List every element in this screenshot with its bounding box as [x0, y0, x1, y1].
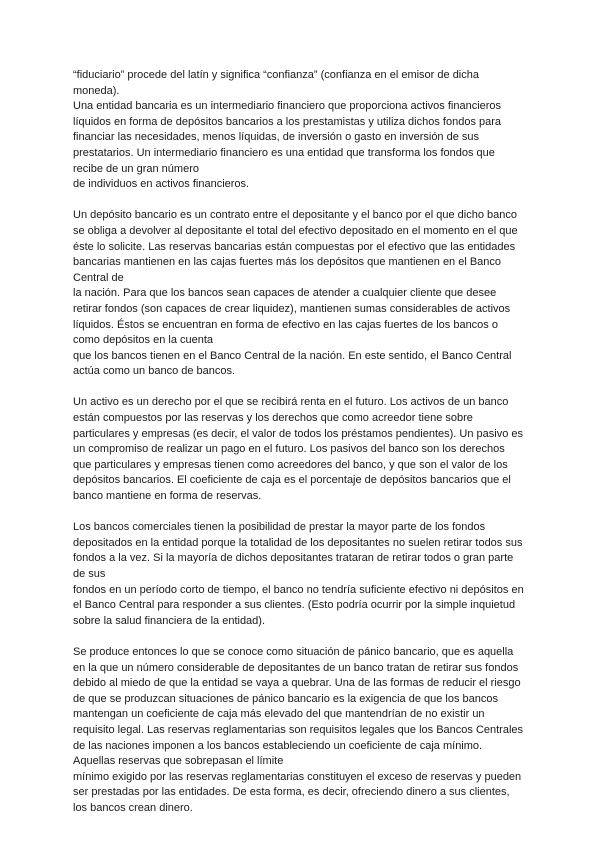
paragraph-assets-liabilities	[73, 395, 533, 504]
text-line: como depósitos en la cuenta	[73, 334, 214, 347]
text-line: que los bancos tienen en el Banco Central de la nación. En este sentido, el Banco Central	[73, 349, 512, 362]
paragraph-commercial-banks	[73, 520, 533, 629]
text-line: debido al miedo de que la entidad se vaya a quebrar. Una de las formas de reducir el riesgo	[73, 677, 521, 690]
text-line: de individuos en activos financieros.	[73, 178, 250, 191]
text-line: fondos a la vez. Si la mayoría de dichos depositantes trataran de retirar todos o gran parte	[73, 552, 514, 565]
text-line: Central de	[73, 271, 124, 284]
text-line: los bancos crean dinero.	[73, 801, 193, 814]
paragraph-bank-deposit	[73, 208, 533, 380]
text-line: bancarias mantienen en las cajas fuertes más los depósitos que mantienen en el Banco	[73, 256, 502, 269]
text-line: “fiduciario” procede del latín y significa “confianza” (confianza en el emisor de dicha	[73, 69, 479, 81]
document-body	[73, 68, 533, 832]
text-line: Un depósito bancario es un contrato entre el depositante y el banco por el que dicho banco	[73, 209, 517, 222]
text-line: de sus	[73, 568, 106, 580]
text-line: depósitos bancarios. El coeficiente de caja es el porcentaje de depósitos bancarios que el	[73, 474, 511, 487]
text-line: retirar fondos (son capaces de crear liquidez), mantienen sumas considerables de activos	[73, 302, 511, 315]
text-line: ser prestadas por las entidades. De esta forma, es decir, ofreciendo dinero a sus clientes,	[73, 786, 510, 799]
text-line: fondos en un período corto de tiempo, el banco no tendría suficiente efectivo ni depósitos en	[73, 583, 524, 596]
text-line: Una entidad bancaria es un intermediario financiero que proporciona activos financieros	[73, 100, 502, 113]
text-line: financiar las necesidades, menos líquidas, de inversión o gasto en inversión de sus	[73, 131, 480, 144]
text-line: actúa como un banco de bancos.	[73, 365, 236, 378]
text-line: la nación. Para que los bancos sean capaces de atender a cualquier cliente que desee	[73, 287, 497, 300]
text-line: sobre la salud financiera de la entidad).	[73, 614, 266, 627]
text-line: líquidos en forma de depósitos bancarios a los prestamistas y utiliza dichos fondos para	[73, 115, 502, 128]
text-line: el Banco Central para responder a sus clientes. (Esto podría ocurrir por la simple inquietud	[73, 599, 516, 612]
text-line: particulares y empresas (es decir, el valor de todos los préstamos pendientes). Un pasivo es	[73, 427, 523, 440]
paragraph-banking-entity	[73, 68, 533, 193]
text-line: recibe de un gran número	[73, 162, 199, 175]
text-line: Un activo es un derecho por el que se recibirá renta en el futuro. Los activos de un banco	[73, 396, 509, 409]
text-line: de que se produzcan situaciones de pánico bancario es la exigencia de que los bancos	[73, 692, 499, 705]
text-line: líquidos. Éstos se encuentran en forma de efectivo en las cajas fuertes de los bancos o	[73, 318, 498, 331]
text-line: de las naciones imponen a los bancos estableciendo un coeficiente de caja mínimo.	[73, 739, 483, 752]
text-line: mantengan un coeficiente de caja más elevado del que mantendrían de no existir un	[73, 708, 485, 721]
text-line: se obliga a devolver al depositante el total del efectivo depositado en el momento en el que	[73, 224, 518, 237]
text-line: depositados en la entidad porque la totalidad de los depositantes no suelen retirar todos sus	[73, 536, 523, 549]
text-line: están compuestos por las reservas y los derechos que como acreedor tiene sobre	[73, 412, 473, 425]
paragraph-bank-panic	[73, 645, 533, 817]
text-line: un compromiso de realizar un pago en el futuro. Los pasivos del banco son los derechos	[73, 443, 505, 456]
text-line: Los bancos comerciales tienen la posibilidad de prestar la mayor parte de los fondos	[73, 521, 486, 534]
text-line: mínimo exigido por las reservas reglamentarias constituyen el exceso de reservas y pueden	[73, 770, 522, 783]
text-line: Aquellas reservas que sobrepasan el límite	[73, 755, 284, 768]
text-line: requisito legal. Las reservas reglamentarias son requisitos legales que los Bancos Centrales	[73, 723, 524, 736]
text-line: moneda).	[73, 84, 120, 97]
text-line: que particulares y empresas tienen como acreedores del banco, y que son el valor de los	[73, 458, 508, 471]
text-line: éste lo solicite. Las reservas bancarias están compuestas por el efectivo que las entidades	[73, 240, 516, 253]
text-line: prestatarios. Un intermediario financiero es una entidad que transforma los fondos que	[73, 146, 495, 159]
text-line: en la que un número considerable de depositantes de un banco tratan de retirar sus fondos	[73, 661, 519, 674]
text-line: Se produce entonces lo que se conoce como situación de pánico bancario, que es aquella	[73, 645, 514, 658]
text-line: banco mantiene en forma de reservas.	[73, 490, 262, 503]
